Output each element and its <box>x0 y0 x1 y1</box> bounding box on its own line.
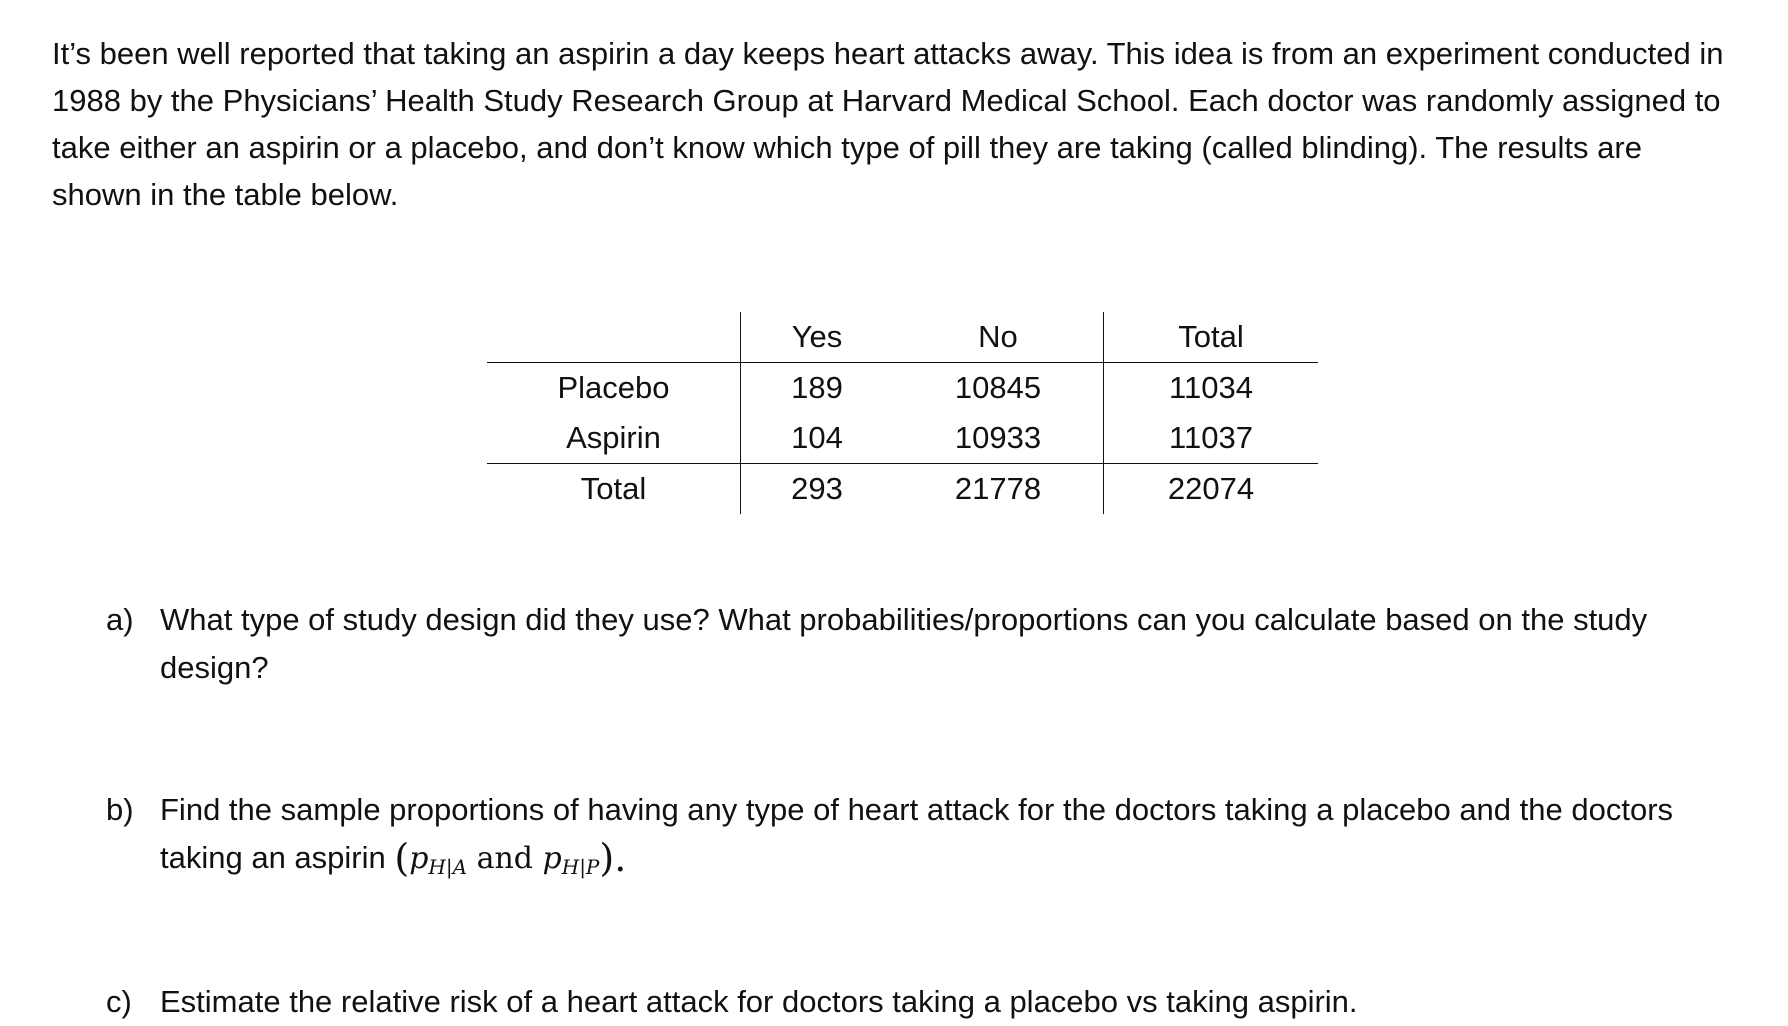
question-b <box>106 786 1746 891</box>
question-b-body <box>160 786 1746 891</box>
math-p1-base: p <box>409 841 429 876</box>
row-label-total: Total <box>487 464 741 515</box>
math-p2-sub: H|P <box>561 855 600 879</box>
question-c <box>106 978 1746 1026</box>
cell-total-yes: 293 <box>791 471 843 506</box>
table-header-total: Total <box>1178 319 1244 354</box>
math-and-word: and <box>467 841 543 876</box>
table-row <box>487 464 1318 515</box>
results-table <box>487 312 1318 514</box>
cell-aspirin-total: 11037 <box>1169 420 1253 455</box>
question-c-text: Estimate the relative risk of a heart attack for doctors taking a placebo vs taking aspirin. <box>160 984 1358 1019</box>
table-row <box>487 413 1318 464</box>
row-label-aspirin: Aspirin <box>487 413 741 464</box>
cell-total-no: 21778 <box>893 464 1104 515</box>
math-p-h-given-a <box>409 841 468 879</box>
math-p1-sub: H|A <box>428 855 468 879</box>
cell-aspirin-no: 10933 <box>893 413 1104 464</box>
intro-paragraph <box>52 30 1732 218</box>
cell-placebo-total: 11034 <box>1169 370 1253 405</box>
table-header-no: No <box>893 312 1104 363</box>
cell-placebo-yes: 189 <box>791 370 843 405</box>
question-b-letter: b) <box>106 792 134 827</box>
question-a-text: What type of study design did they use? What probabilities/proportions can you calculate based on the study design? <box>160 602 1648 685</box>
question-a <box>106 596 1746 692</box>
row-label-placebo: Placebo <box>487 363 741 414</box>
math-close-paren: ). <box>599 836 627 880</box>
cell-total-total: 22074 <box>1167 471 1255 506</box>
question-a-letter: a) <box>106 602 134 637</box>
table-header-yes: Yes <box>791 319 843 354</box>
table-row <box>487 363 1318 414</box>
results-table-container <box>487 312 1318 514</box>
question-c-letter: c) <box>106 984 132 1019</box>
math-open-paren: ( <box>394 836 410 880</box>
question-b-text: Find the sample proportions of having any type of heart attack for the doctors taking a placebo and the doctors taking an aspirin <box>160 792 1674 875</box>
math-p2-base: p <box>542 841 562 876</box>
table-header-empty <box>487 312 741 363</box>
cell-placebo-no: 10845 <box>893 363 1104 414</box>
cell-aspirin-yes: 104 <box>791 420 843 455</box>
math-p-h-given-p <box>542 841 600 879</box>
intro-text: It’s been well reported that taking an aspirin a day keeps heart attacks away. This idea is from an experiment conducted in 1988 by the Physicians’ Health Study Research Group at Harvard Medical School. Each doctor was randomly assigned to take either an aspirin or a placebo, and don’t know which type of pill they are taking (called blinding). The results are shown in the table below. <box>52 36 1724 212</box>
table-header-row <box>487 312 1318 363</box>
